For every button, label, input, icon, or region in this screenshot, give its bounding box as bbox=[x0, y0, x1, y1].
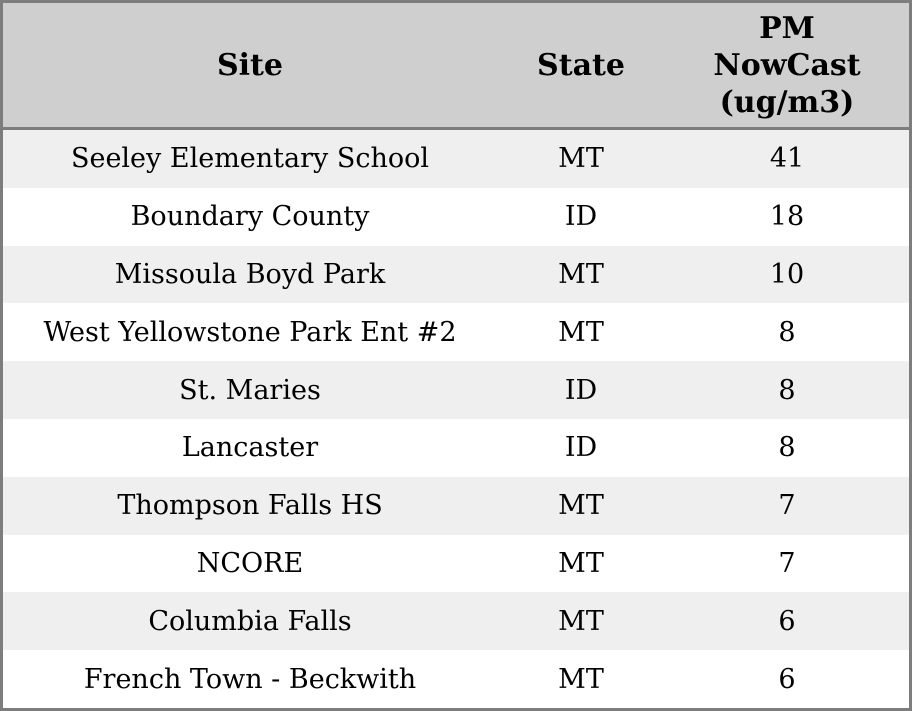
table-row bbox=[3, 246, 909, 304]
site-cell: Lancaster bbox=[181, 432, 319, 464]
pm-nowcast-cell: 10 bbox=[769, 258, 805, 290]
state-cell: MT bbox=[558, 316, 604, 348]
table-row bbox=[3, 535, 909, 593]
site-cell: NCORE bbox=[196, 547, 304, 579]
site-cell: St. Maries bbox=[179, 374, 321, 406]
table-row bbox=[3, 188, 909, 246]
state-cell: MT bbox=[558, 143, 604, 175]
table-header-row bbox=[3, 3, 909, 130]
state-cell: MT bbox=[558, 605, 604, 637]
state-cell: MT bbox=[558, 663, 604, 695]
pm-nowcast-cell: 6 bbox=[778, 663, 796, 695]
site-cell: Boundary County bbox=[130, 201, 370, 233]
pm-nowcast-cell: 7 bbox=[778, 547, 796, 579]
state-cell: MT bbox=[558, 258, 604, 290]
site-cell: Seeley Elementary School bbox=[70, 143, 430, 175]
site-cell: Thompson Falls HS bbox=[117, 490, 383, 522]
state-cell: MT bbox=[558, 490, 604, 522]
table-row bbox=[3, 419, 909, 477]
pm-nowcast-cell: 7 bbox=[778, 490, 796, 522]
pm-nowcast-cell: 6 bbox=[778, 605, 796, 637]
table-body bbox=[3, 130, 909, 708]
column-header-site: Site bbox=[216, 47, 283, 83]
column-header-state: State bbox=[537, 47, 625, 83]
table-row bbox=[3, 130, 909, 188]
table-row bbox=[3, 477, 909, 535]
pm-nowcast-cell: 8 bbox=[778, 316, 796, 348]
table-row bbox=[3, 361, 909, 419]
column-header-pm-nowcast-label: PM NowCast (ug/m3) bbox=[713, 10, 861, 120]
site-cell: West Yellowstone Park Ent #2 bbox=[43, 316, 457, 348]
pm-nowcast-cell: 8 bbox=[778, 432, 796, 464]
state-cell: ID bbox=[564, 374, 598, 406]
pm-nowcast-cell: 18 bbox=[769, 201, 805, 233]
state-cell: ID bbox=[564, 201, 598, 233]
site-cell: Missoula Boyd Park bbox=[114, 258, 386, 290]
table-row bbox=[3, 303, 909, 361]
column-header-pm-nowcast bbox=[665, 3, 909, 127]
pm-nowcast-cell: 41 bbox=[769, 143, 805, 175]
state-cell: ID bbox=[564, 432, 598, 464]
table-row bbox=[3, 650, 909, 708]
table-row bbox=[3, 592, 909, 650]
site-cell: Columbia Falls bbox=[148, 605, 352, 637]
pm-nowcast-cell: 8 bbox=[778, 374, 796, 406]
state-cell: MT bbox=[558, 547, 604, 579]
site-cell: French Town - Beckwith bbox=[83, 663, 417, 695]
